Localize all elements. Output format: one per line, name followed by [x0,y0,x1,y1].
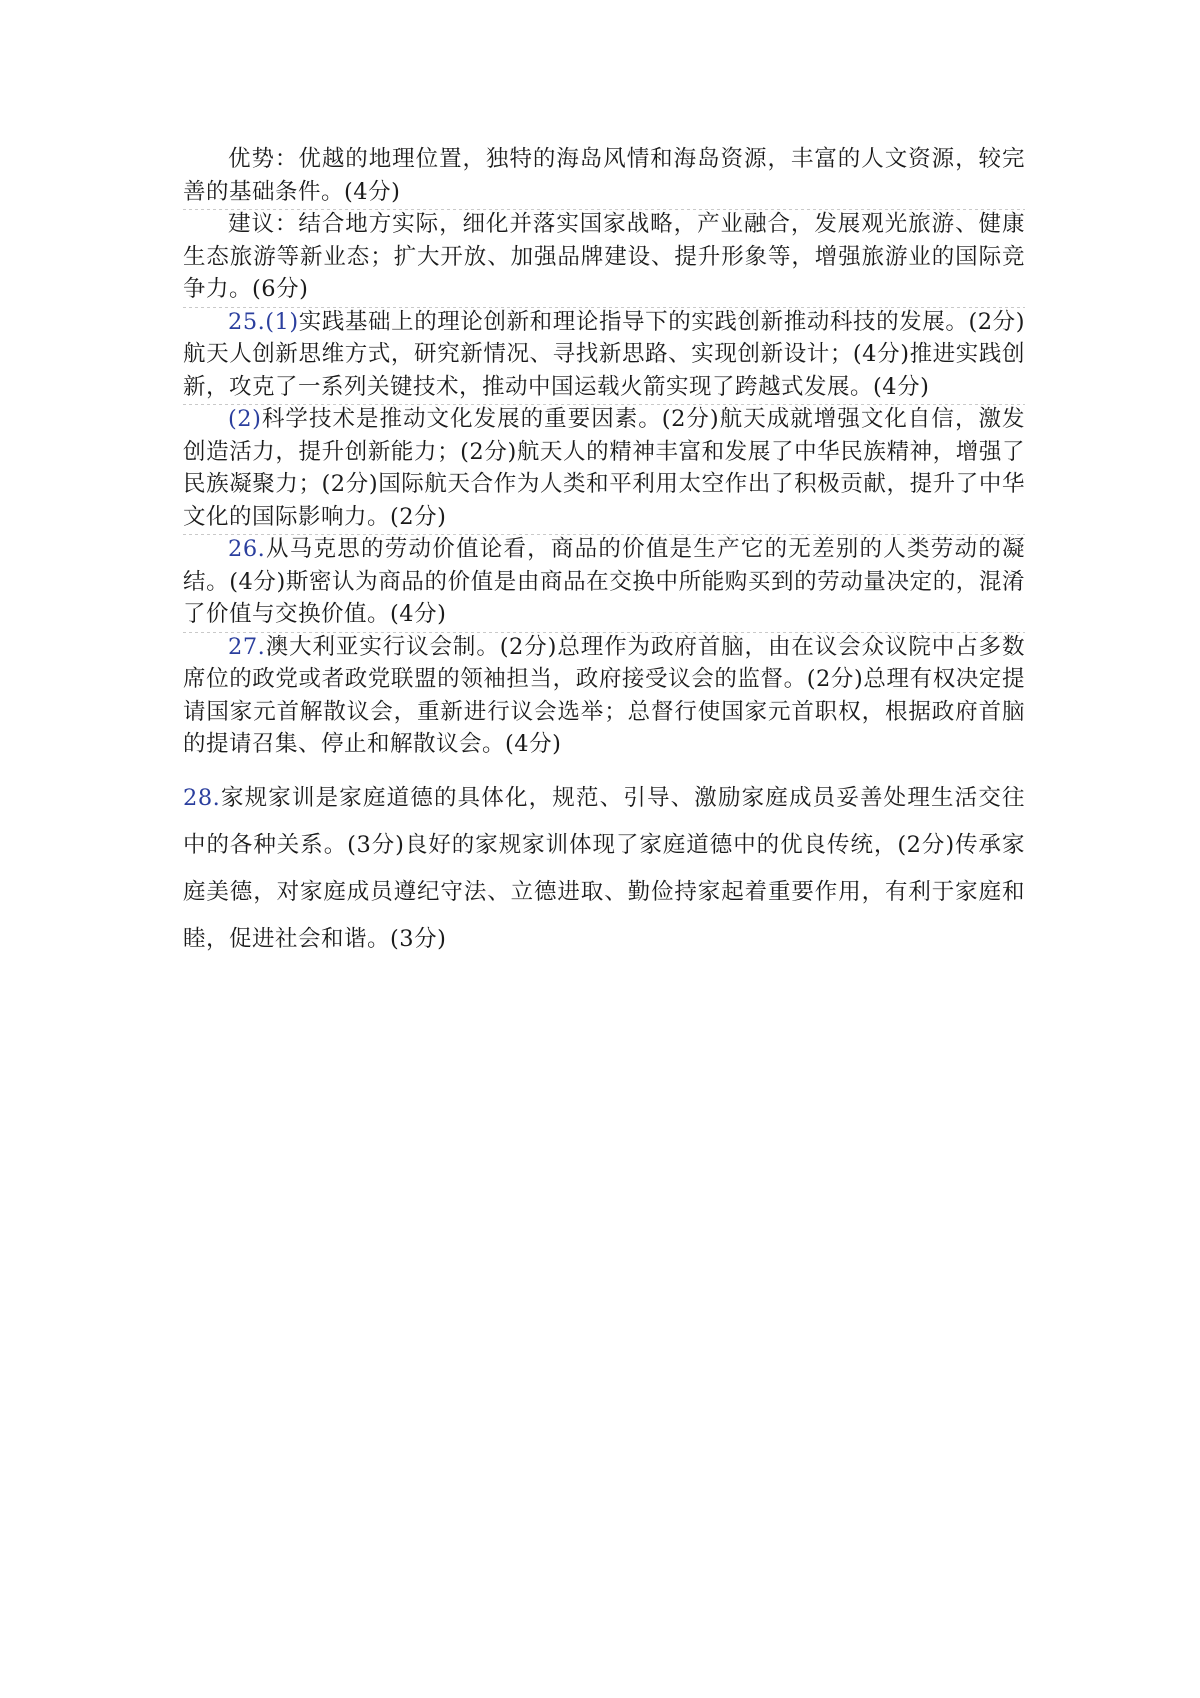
answer-paragraph-26 [183,533,1025,631]
question-number: 28. [183,784,221,811]
question-number: (2) [228,406,262,432]
answer-text: 家规家训是家庭道德的具体化，规范、引导、激励家庭成员妥善处理生活交往中的各种关系。(3分)良好的家规家训体现了家庭道德中的优良传统，(2分)传承家庭美德，对家庭成员遵纪守法、立德进取、勤俭持家起着重要作用，有利于家庭和睦，促进社会和谐。(3分) [183,784,1025,952]
question-number: 26. [228,536,266,562]
answer-paragraph-27 [183,631,1025,761]
answer-key [183,143,1025,963]
answer-text: 从马克思的劳动价值论看，商品的价值是生产它的无差别的人类劳动的凝结。(4分)斯密认为商品的价值是由商品在交换中所能购买到的劳动量决定的，混淆了价值与交换价值。(4分) [183,536,1025,627]
answer-text: 建议：结合地方实际，细化并落实国家战略，产业融合，发展观光旅游、健康生态旅游等新业态；扩大开放、加强品牌建设、提升形象等，增强旅游业的国际竞争力。(6分) [183,211,1025,302]
answer-text: 优势：优越的地理位置，独特的海岛风情和海岛资源，丰富的人文资源，较完善的基础条件。(4分) [183,146,1025,205]
answer-text: 澳大利亚实行议会制。(2分)总理作为政府首脑，由在议会众议院中占多数席位的政党或者政党联盟的领袖担当，政府接受议会的监督。(2分)总理有权决定提请国家元首解散议会，重新进行议会选举；总督行使国家元首职权，根据政府首脑的提请召集、停止和解散议会。(4分) [183,633,1025,757]
answer-paragraph-advantages [183,143,1025,208]
answer-paragraph-25-1 [183,306,1025,404]
answer-paragraph-25-2 [183,403,1025,533]
answer-text: 实践基础上的理论创新和理论指导下的实践创新推动科技的发展。(2分)航天人创新思维方式，研究新情况、寻找新思路、实现创新设计；(4分)推进实践创新，攻克了一系列关键技术，推动中国运载火箭实现了跨越式发展。(4分) [183,308,1025,400]
answer-paragraph-28 [183,775,1025,963]
question-number: 25.(1) [228,308,299,335]
answer-paragraph-suggestions [183,208,1025,306]
question-number: 27. [228,633,266,660]
answer-text: 科学技术是推动文化发展的重要因素。(2分)航天成就增强文化自信，激发创造活力，提升创新能力；(2分)航天人的精神丰富和发展了中华民族精神，增强了民族凝聚力；(2分)国际航天合作为人类和平利用太空作出了积极贡献，提升了中华文化的国际影响力。(2分) [183,406,1025,530]
